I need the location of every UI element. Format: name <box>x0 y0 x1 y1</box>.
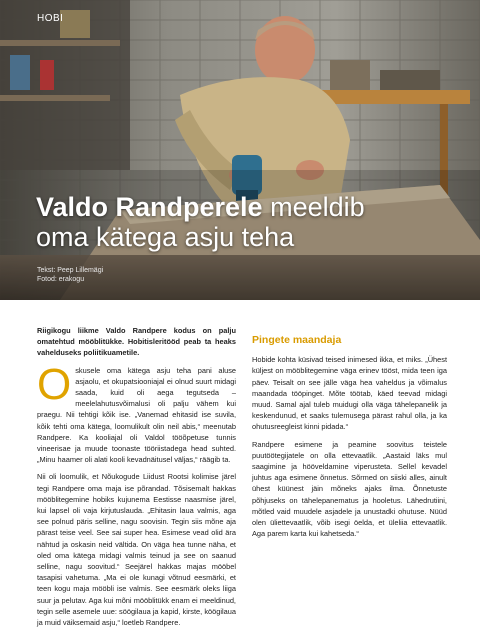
article-paragraph-4: Randpere esimene ja peamine soovitus teistele puutöötegijatele on olla ettevaatlik. „Aastaid läks mul saagimine ja hööveldamine viperusteta. Sellel kevadel juhtus aga esimene õnnetus. Sõrmed on siiski alles, ainult ühest küünest jäin mõneks ajaks ilma. Õnnetuste põhjuseks on tähelepanematus ja hooletus. Lähedrutiini, mõtled vaid muudele asjadele ja unustadki ohutuse. Nüüd olen üliettevaatlik, võib isegi öelda, et üleliia ettevaatlik. Aga parem karta kui kahetseda.“ <box>252 439 447 539</box>
headline-name: Valdo Randperele <box>36 192 263 222</box>
article-paragraph-1 <box>37 359 236 466</box>
dropcap: O <box>37 359 72 409</box>
photo-credit: Fotod: erakogu <box>37 276 85 283</box>
headline-line2: oma kätega asju teha <box>36 222 295 252</box>
hero-photo <box>0 0 480 300</box>
article-paragraph-3: Hobide kohta küsivad teised inimesed ikka, et miks. „Ühest küljest on mööblitegemine väga erinev tööst, mida teen iga päev. Teisalt on see jälle väga hea vaheldus ja võimalus maandada tööpinget. Mõte töötab, käed teevad midagi muud. Samal ajal tuleb muidugi olla väga tähelepanelik ja keskendunud, et saaks tulemusega pärast rahul olla, ja ka ohutusreegleist kinni pidada.“ <box>252 355 447 432</box>
subheading: Pingete maandaja <box>252 334 342 346</box>
paragraph-1-text: skusele oma kätega asju teha pani aluse asjaolu, et okupatsiooniajal ei olnud suurt midagi saada, kuid oli aega tegutseda – meelelahutusvõimalusi oli palju vähem kui praegu. Nii tehtigi kõik ise. „Vanemad ehitasid ise suvila, kõik tehti oma kätega, loomulikult olin neil abis,“ meenutab Randpere. Ka kooliajal oli Valdol tööõpetuse tunnis vineerisae ja muude toonaste tööriistadega head suhted. „Minu haamer oli alati kooli kevadnäitusel väljas,“ räägib ta. <box>37 365 236 465</box>
article-lead: Riigikogu liikme Valdo Randpere kodus on palju omatehtud mööblitükke. Hobitisleritööd peab ta heaks vahelduseks poliitikuametile. <box>37 326 236 358</box>
credits <box>37 266 103 284</box>
article-column-left <box>37 325 236 634</box>
text-credit: Tekst: Peep Lillemägi <box>37 267 104 274</box>
headline-line1-rest: meeldib <box>262 192 365 222</box>
article-column-right <box>252 325 447 545</box>
article-paragraph-2: Nii oli loomulik, et Nõukogude Liidust Rootsi kolimise järel tegi Randpere oma maja ise põrandad. Tõsisemalt hakkas mööblitegemine hobiks kujunema Eestisse naasmise järel, kui lapsel oli vaja kirjutuslauda. „Ehitasin laua valmis, aga see polnud päris selline, nagu soovisin. Tegin siis mõne aja pärast teise veel. See sai super hea. Esimese vead olid ära nähtud ja oskasin neid vältida. On väga hea tunne näha, et oled oma kätega midagi valmis teinud ja see on saanud selline, nagu soovitud.“ Seejärel hakkas majas mööbel tasapisi vahetuma. „Ma ei ole kunagi võtnud eesmärki, et teen kogu maja mööbli ise valmis. See eesmärk oleks liiga suur ja pelutav. Aga kui mõni mööblitükk enam ei meeldinud, tegin selle asemele uue: söögilaua ja kapid, kirste, köögilaua ja muid väiksemaid asju,“ loetleb Randpere. <box>37 472 236 628</box>
section-tag: HOBI <box>37 13 64 24</box>
headline <box>36 192 476 252</box>
workshop-photo <box>0 0 480 300</box>
